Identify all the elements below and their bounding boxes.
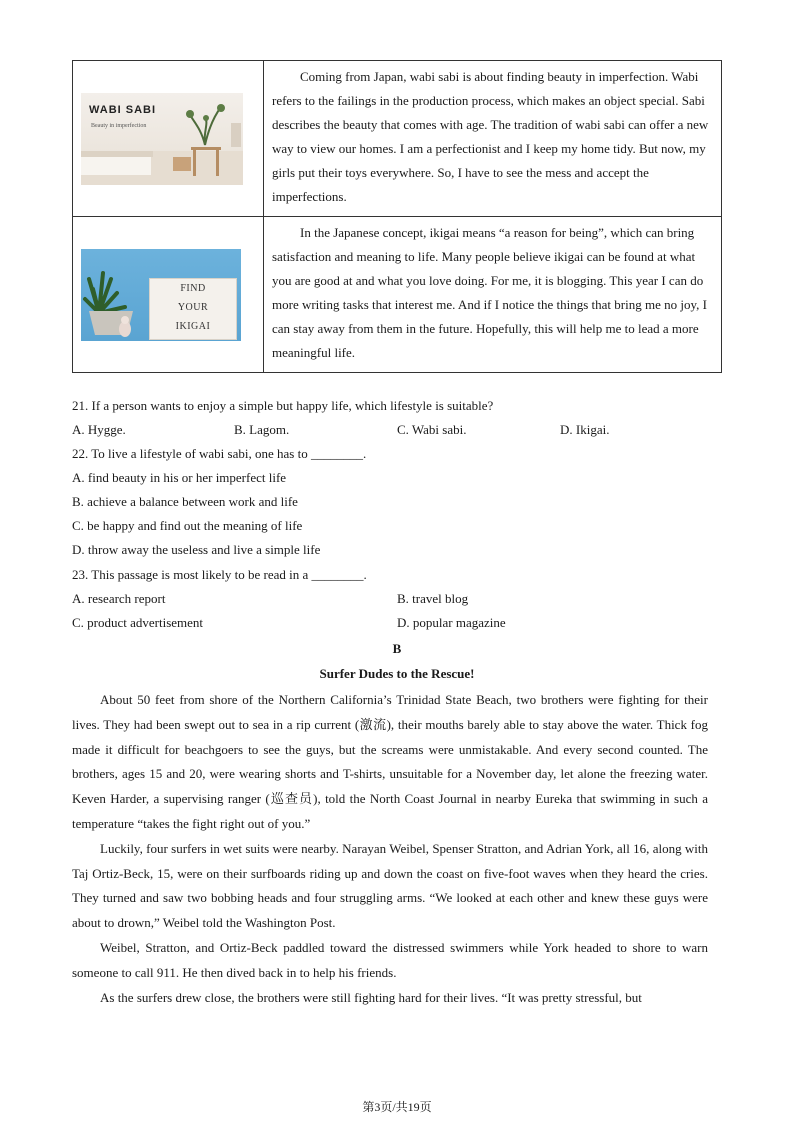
option-b: B. Lagom. (234, 422, 290, 437)
option-d: D. Ikigai. (560, 422, 610, 437)
section-letter: B (392, 641, 402, 656)
option-a: A. research report (72, 591, 166, 606)
paragraph: About 50 feet from shore of the Northern California’s Trinidad State Beach, two brothers were fighting for their lives. They had been swept out to sea in a rip current (激流), their mouths barely able to stay above the water. Thick fog made it difficult for beachgoers to see the guys, but the screams were unmistakable. And every second counted. The brothers, ages 15 and 20, were wearing shorts and T-shirts, unsuitable for a November day, let alone the freezing water. Keven Harder, a supervising ranger (巡查员), told the North Coast Journal in nearby Eureka that swimming in such a temperature “takes the fight right out of you.” (72, 692, 708, 831)
option-a: A. find beauty in his or her imperfect life (72, 470, 287, 485)
question-22-stem: 22. To live a lifestyle of wabi sabi, one has to ________. (72, 446, 367, 461)
wabi-sabi-text: Coming from Japan, wabi sabi is about finding beauty in imperfection. Wabi refers to the failings in the production process, which makes an object special. Sabi describes the beauty that comes with age. The tradition of wabi sabi can offer a new way to view our homes. I am a perfectionist and I keep my home tidy. But now, my girls put their toys everywhere. So, I have to see the mess and accept the imperfections. (272, 69, 709, 204)
image-cell (73, 61, 264, 217)
paragraph: As the surfers drew close, the brothers were still fighting hard for their lives. “It was pretty stressful, but (100, 989, 642, 1005)
board-word: FIND (180, 282, 206, 294)
text-cell (264, 217, 722, 373)
page-number: 第3页/共19页 (362, 1100, 432, 1114)
option-c: C. be happy and find out the meaning of life (72, 518, 303, 533)
question-23-stem: 23. This passage is most likely to be read in a ________. (72, 567, 367, 582)
question-21-options (72, 418, 722, 442)
wabi-sabi-image (81, 93, 243, 185)
lifestyle-table (72, 60, 722, 373)
text-cell (264, 61, 722, 217)
option-a: A. Hygge. (72, 422, 126, 437)
table-row (73, 217, 722, 373)
option-b: B. travel blog (397, 591, 469, 606)
passage-title: Surfer Dudes to the Rescue! (319, 666, 475, 681)
table-row (73, 61, 722, 217)
option-d: D. popular magazine (397, 615, 506, 630)
board-word: YOUR (177, 301, 209, 313)
question-21-stem: 21. If a person wants to enjoy a simple but happy life, which lifestyle is suitable? (72, 398, 494, 413)
ikigai-text: In the Japanese concept, ikigai means “a reason for being”, which can bring satisfaction and meaning to life. Many people believe ikigai can be found at what you are good at and what you love doing. For me, it is blogging. This year I can do more writing tasks that interest me. And if I notice the things that bring me no joy, I can stay away from them in the future. Hopefully, this will help me to lead a more meaningful life. (272, 225, 707, 360)
paragraph: Luckily, four surfers in wet suits were nearby. Narayan Weibel, Spenser Stratton, and Adrian York, all 16, along with Taj Ortiz-Beck, 15, were on their surfboards riding up and down the coast on five-foot waves when they heard the cries. They turned and saw two bobbing heads and four struggling arms. “We looked at each other and knew these guys were about to drown,” Weibel told the Washington Post. (72, 840, 708, 931)
passage-body (72, 688, 708, 1010)
option-c: C. product advertisement (72, 615, 204, 630)
image-cell (73, 217, 264, 373)
board-word: IKIGAI (175, 320, 211, 332)
option-d: D. throw away the useless and live a simple life (72, 542, 321, 557)
ikigai-image (81, 249, 241, 341)
option-b: B. achieve a balance between work and life (72, 494, 298, 509)
image-subtitle: Beauty in imperfection (91, 122, 147, 129)
word-board (149, 278, 237, 340)
option-c: C. Wabi sabi. (397, 422, 467, 437)
paragraph: Weibel, Stratton, and Ortiz-Beck paddled toward the distressed swimmers while York headed to shore to warn someone to call 911. He then dived back in to help his friends. (72, 939, 708, 980)
image-title: WABI SABI (89, 103, 157, 116)
